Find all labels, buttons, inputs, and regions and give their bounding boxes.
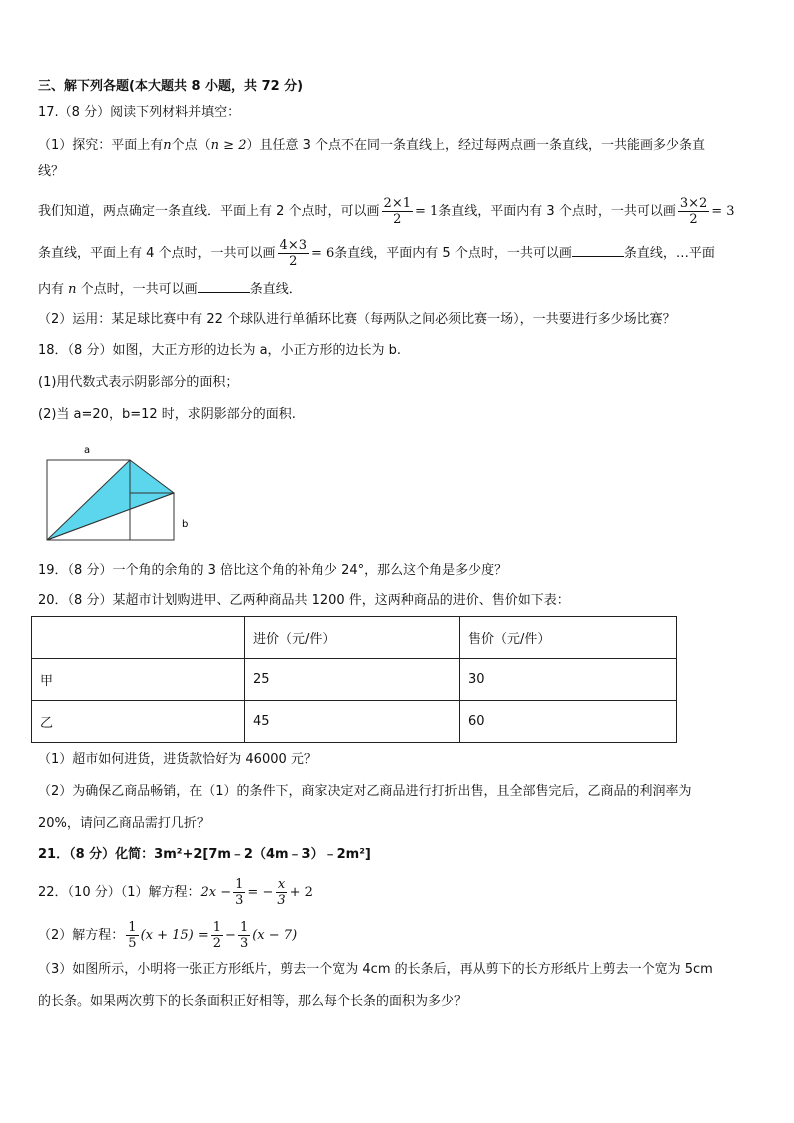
table-cell: 售价（元/件） <box>460 617 677 659</box>
squares-figure <box>44 443 194 547</box>
table-row <box>32 659 677 701</box>
answer-blank-1[interactable] <box>572 244 624 257</box>
q17-p2: 我们知道，两点确定一条直线．平面上有 2 个点时，可以画 $\frac{2\times 1}{2}$ = 1条直线，平面内有 3 个点时，一共可以画 $\frac{3\times 2}{2}$ = 3 <box>38 196 735 227</box>
q18-s1: (1)用代数式表示阴影部分的面积； <box>38 375 239 390</box>
q22-s3: （3）如图所示，小明将一张正方形纸片，剪去一个宽为 4cm 的长条后，再从剪下的长方形纸片上剪去一个宽为 5cm <box>38 962 713 977</box>
table-cell <box>32 617 245 659</box>
q20-s1: （1）超市如何进货，进货款恰好为 46000 元？ <box>38 752 317 767</box>
q18-head: 18．（8 分）如图，大正方形的边长为 a，小正方形的边长为 b. <box>38 343 402 358</box>
q22-s2: （2）解方程： $\frac{1}{5}$ (x + 15) = $\frac{1}{2}$ − $\frac{1}{3}$ (x − 7) <box>38 920 298 951</box>
table-cell: 30 <box>460 659 677 701</box>
q17-p5: （2）运用：某足球比赛中有 22 个球队进行单循环比赛（每两队之间必须比赛一场），一共要进行多少场比赛？ <box>38 312 676 327</box>
q17-p3: 条直线，平面上有 4 个点时，一共可以画 $\frac{4\times 3}{2}$ = 6条直线，平面内有 5 个点时，一共可以画 条直线，…平面 <box>38 238 715 269</box>
q17-p4: 内有 n 个点时，一共可以画 条直线． <box>38 282 302 297</box>
q21: 21．（8 分）化简：3m²+2[7m﹣2（4m﹣3）﹣2m²] <box>38 847 371 862</box>
table-cell: 45 <box>245 701 460 743</box>
q18-s2: (2)当 a=20，b=12 时，求阴影部分的面积. <box>38 407 296 422</box>
q17-p1: （1）探究：平面上有n个点（n ≥ 2）且任意 3 个点不在同一条直线上，经过每两点画一条直线，一共能画多少条直 <box>38 138 706 153</box>
table-cell: 进价（元/件） <box>245 617 460 659</box>
table-row <box>32 701 677 743</box>
label-a: a <box>84 445 91 456</box>
price-table <box>31 616 677 743</box>
table-cell: 乙 <box>32 701 245 743</box>
answer-blank-2[interactable] <box>198 280 250 293</box>
q20-s2: （2）为确保乙商品畅销，在（1）的条件下，商家决定对乙商品进行打折出售，且全部售完后，乙商品的利润率为 <box>38 784 692 799</box>
table-header-row <box>32 617 677 659</box>
q20-head: 20．（8 分）某超市计划购进甲、乙两种商品共 1200 件，这两种商品的进价、售价如下表： <box>38 593 570 608</box>
table-cell: 甲 <box>32 659 245 701</box>
q20-s3: 20%，请问乙商品需打几折？ <box>38 816 210 831</box>
label-b: b <box>182 519 189 530</box>
q22-s4: 的长条。如果两次剪下的长条面积正好相等，那么每个长条的面积为多少？ <box>38 994 468 1009</box>
section-title: 三、解下列各题(本大题共 8 小题，共 72 分) <box>38 79 304 94</box>
table-cell: 25 <box>245 659 460 701</box>
q17-p1-cont: 线？ <box>38 164 65 179</box>
q22-s1: 22．（10 分）（1）解方程：2x − $\frac{1}{3}$ = − $\frac{x}{3}$ + 2 <box>38 877 313 908</box>
q19: 19．（8 分）一个角的余角的 3 倍比这个角的补角少 24°，那么这个角是多少度？ <box>38 563 508 578</box>
q17-head: 17.（8 分）阅读下列材料并填空： <box>38 105 241 120</box>
table-cell: 60 <box>460 701 677 743</box>
